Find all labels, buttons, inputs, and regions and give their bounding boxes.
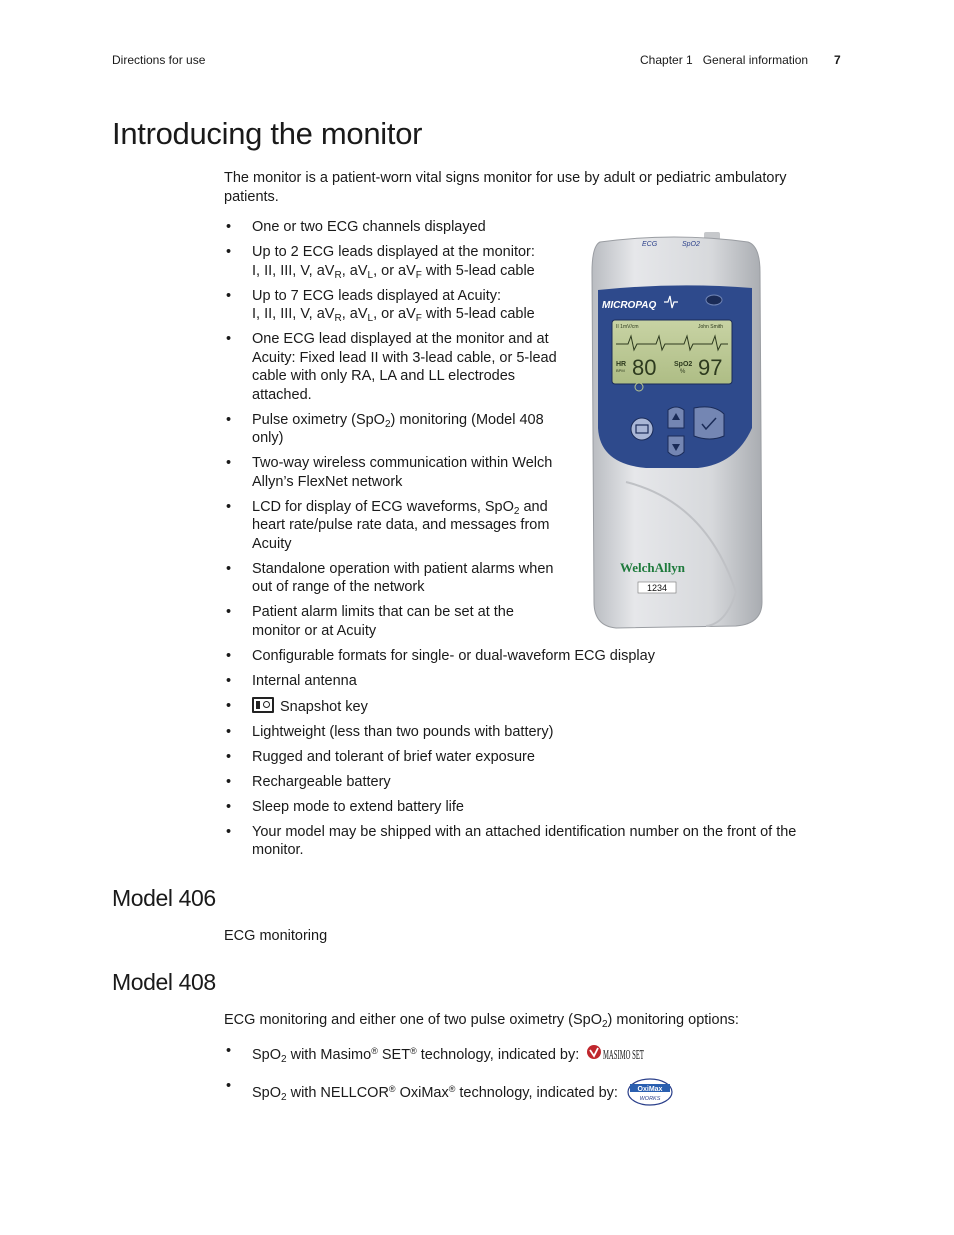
maker-logo: WelchAllyn (620, 560, 686, 575)
list-item: • One ECG lead displayed at the monitor and at Acuity: Fixed lead II with 3-lead cable, or 5-lead cable with only RA, LA and LL electrodes attached. (226, 331, 557, 403)
svg-text:John Smith: John Smith (698, 324, 724, 330)
list-item: • Snapshot key (226, 697, 368, 715)
running-header-chapter (640, 53, 808, 67)
masimo-set-logo-icon (586, 1042, 646, 1064)
device-ecg-label: ECG (642, 241, 658, 248)
svg-text:97: 97 (698, 355, 723, 380)
feature-list (224, 218, 872, 866)
list-item: • One or two ECG channels displayed (226, 219, 486, 235)
spo2-options-list (224, 1042, 674, 1119)
list-item: • Rechargeable battery (226, 773, 391, 790)
svg-text:%: % (680, 369, 686, 375)
list-item: • Sleep mode to extend battery life (226, 798, 464, 815)
status-led (706, 295, 722, 305)
model-406-heading: Model 406 (112, 885, 216, 911)
micropaq-monitor-image (586, 232, 762, 630)
section-label: General information (702, 53, 809, 67)
model-408-text: ECG monitoring and either one of two pulse oximetry (SpO$_2$) monitoring options: (224, 1012, 739, 1030)
intro-paragraph: The monitor is a patient-worn vital signs monitor for use by adult or pediatric ambulatory patients. (224, 170, 787, 205)
select-button (694, 407, 724, 439)
list-item: • Up to 2 ECG leads displayed at the monitor: I, II, III, V, $aV_R$, $aV_L$, or $aV_F$ with 5-lead cable (226, 244, 535, 281)
list-item: • Lightweight (less than two pounds with battery) (226, 723, 554, 740)
running-header-left: Directions for use (112, 53, 206, 67)
brand-logo: MICROPAQ (602, 300, 657, 311)
page-title: Introducing the monitor (112, 116, 423, 151)
list-item: • Configurable formats for single- or dual-waveform ECG display (226, 647, 655, 664)
device-spo2-label: SpO2 (682, 241, 700, 248)
list-item: • Your model may be shipped with an attached identification number on the front of the monitor. (226, 823, 797, 858)
list-item: • Up to 7 ECG leads displayed at Acuity: I, II, III, V, $aV_R$, $aV_L$, or $aV_F$ with 5-lead cable (226, 287, 535, 324)
list-item: • Internal antenna (226, 672, 357, 689)
svg-text:OxiMax: OxiMax (637, 1086, 663, 1093)
list-item: • Standalone operation with patient alarms when out of range of the network (226, 560, 554, 595)
list-item: • Pulse oximetry (SpO$_2$) monitoring (Model 408 only) (226, 411, 544, 446)
list-item: • LCD for display of ECG waveforms, SpO$_2$ and heart rate/pulse rate data, and messages from Acuity (226, 498, 550, 552)
svg-text:WORKS: WORKS (639, 1096, 661, 1102)
model-408-heading: Model 408 (112, 969, 216, 995)
model-406-text: ECG monitoring (224, 928, 328, 944)
svg-text:80: 80 (632, 355, 657, 380)
svg-text:BPM: BPM (616, 368, 625, 373)
svg-text:HR: HR (616, 361, 627, 368)
svg-text:1234: 1234 (646, 583, 668, 593)
list-item: • SpO$_2$ with Masimo® SET® technology, indicated by: MASIMO SET (226, 1043, 645, 1065)
list-item: • Two-way wireless communication within Welch Allyn’s FlexNet network (226, 455, 553, 490)
chapter-label: Chapter 1 (640, 53, 693, 67)
page-number: 7 (834, 53, 841, 67)
snapshot-button (631, 418, 653, 440)
oximax-logo-icon (626, 1077, 674, 1107)
svg-text:MASIMO SET: MASIMO SET (603, 1048, 645, 1063)
list-item: • Patient alarm limits that can be set at the monitor or at Acuity (226, 604, 514, 639)
snapshot-key-icon (252, 697, 274, 713)
svg-text:SpO2: SpO2 (674, 361, 693, 368)
list-item: • SpO$_2$ with NELLCOR® OxiMax® technology, indicated by: OxiMax WORKS (224, 1077, 674, 1107)
svg-text:II 1mV/cm: II 1mV/cm (616, 324, 639, 330)
list-item: • Rugged and tolerant of brief water exposure (226, 748, 535, 765)
